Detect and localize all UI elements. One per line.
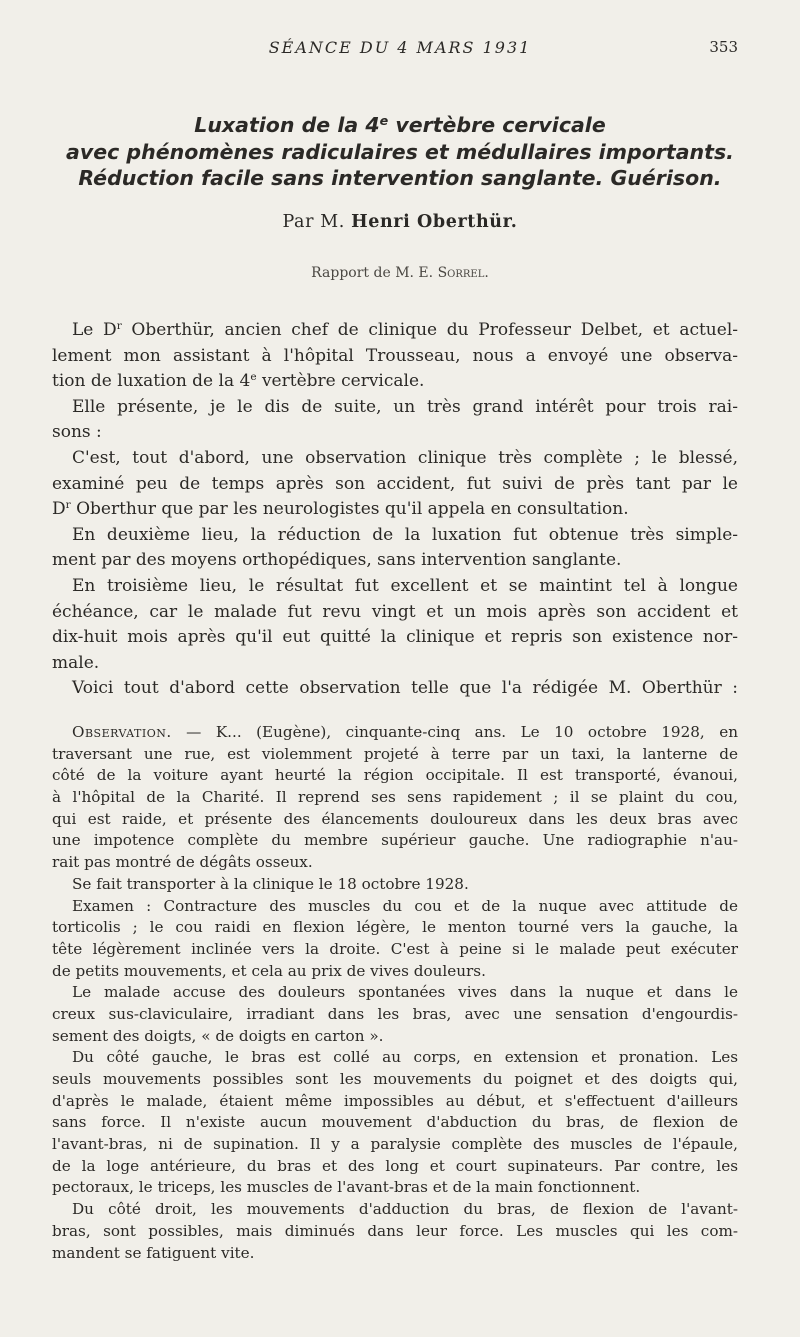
text-line: lement mon assistant à l'hôpital Trousseau, nous a envoyé une observa- (52, 345, 738, 366)
text-line: En deuxième lieu, la réduction de la luxation fut obtenue très simple- (72, 524, 738, 545)
text-line: $D^r$ Oberthur que par les neurologistes qu'il appela en consultation. (52, 499, 629, 520)
text-line: de petits mouvements, et cela au prix de vives douleurs. (52, 961, 486, 980)
text-line: Se fait transporter à la clinique le 18 octobre 1928. (72, 874, 469, 893)
text-line: C'est, tout d'abord, une observation clinique très complète ; le blessé, (72, 447, 738, 468)
text-line: En troisième lieu, le résultat fut excellent et se maintint tel à longue (72, 575, 738, 596)
observation-first-line: Observation. — K... (Eugène), cinquante-cinq ans. Le 10 octobre 1928, en (72, 723, 738, 741)
text-line: sons : (52, 422, 102, 443)
text-line: bras, sont possibles, mais diminués dans leur force. Les muscles qui les com- (52, 1221, 738, 1240)
text-line: échéance, car le malade fut revu vingt et un mois après son accident et (52, 601, 738, 622)
text-line: pectoraux, le triceps, les muscles de l'avant-bras et de la main fonctionnent. (52, 1178, 641, 1197)
article-title-line: avec phénomènes radiculaires et médullaires importants. (66, 139, 734, 164)
text-line: Le $D^r$ Oberthür, ancien chef de clinique du Professeur Delbet, et actuel- (72, 320, 739, 340)
text-line: tion de luxation de la 4e vertèbre cervicale. (52, 371, 425, 392)
text-line: Du côté gauche, le bras est collé au corps, en extension et pronation. Les (72, 1048, 738, 1067)
text-line: l'avant-bras, ni de supination. Il y a paralysie complète des muscles de l'épaule, (52, 1135, 738, 1154)
text-line: tête légèrement inclinée vers la droite. C'est à peine si le malade peut exécuter (52, 939, 738, 958)
text-line: seuls mouvements possibles sont les mouvements du poignet et des doigts qui, (52, 1070, 738, 1088)
rapporteur-name: Sorrel. (437, 265, 489, 281)
text-line: Elle présente, je le dis de suite, un très grand intérêt pour trois rai- (72, 396, 738, 417)
article-title-line: Luxation de la 4e vertèbre cervicale (194, 113, 606, 137)
text-line: qui est raide, et présente des élancements douloureux dans les deux bras avec (52, 809, 738, 828)
running-head (0, 38, 800, 62)
text-line: côté de la voiture ayant heurté la région occipitale. Il est transporté, évanoui, (52, 766, 738, 785)
report-text (52, 318, 738, 702)
text-line: creux sus-claviculaire, irradiant dans les bras, avec une sensation d'engourdis- (52, 1004, 738, 1023)
text-line: rait pas montré de dégâts osseux. (52, 853, 313, 872)
article-title (30, 112, 770, 192)
text-line: Voici tout d'abord cette observation telle que l'a rédigée M. Oberthür : (72, 678, 738, 699)
text-line: mandent se fatiguent vite. (52, 1243, 255, 1262)
author-name: Henri Oberthür. (351, 212, 518, 232)
text-line: traversant une rue, est violemment projeté à terre par un taxi, la lanterne de (52, 744, 738, 763)
observation-label: Observation. (72, 723, 172, 741)
text-line: une impotence complète du membre supérieur gauche. Une radiographie n'au- (52, 831, 738, 850)
text-line: à l'hôpital de la Charité. Il reprend ses sens rapidement ; il se plaint du cou, (52, 788, 738, 807)
observation-text (52, 722, 738, 1264)
text-line: Le malade accuse des douleurs spontanées vives dans la nuque et dans le (72, 983, 738, 1002)
article-title-line: Réduction facile sans intervention sanglante. Guérison. (78, 166, 722, 190)
text-line: male. (52, 652, 100, 673)
text-line: examiné peu de temps après son accident, fut suivi de près tant par le (52, 473, 738, 494)
text-line: sement des doigts, « de doigts en carton ». (52, 1026, 384, 1045)
text-line: de la loge antérieure, du bras et des long et court supinateurs. Par contre, les (52, 1156, 738, 1175)
text-line: dix-huit mois après qu'il eut quitté la clinique et repris son existence nor- (52, 627, 738, 648)
rapport-line (0, 265, 800, 281)
text-line: ment par des moyens orthopédiques, sans intervention sanglante. (52, 550, 622, 571)
text-line: Du côté droit, les mouvements d'adduction du bras, de flexion de l'avant- (72, 1200, 738, 1219)
byline (0, 212, 800, 232)
text-line: d'après le malade, étaient même impossibles au début, et s'effectuent d'ailleurs (52, 1091, 738, 1110)
text-line: sans force. Il n'existe aucun mouvement d'abduction du bras, de flexion de (52, 1113, 738, 1132)
byline-prefix: Par M. (282, 212, 345, 232)
text-line: torticolis ; le cou raidi en flexion légère, le menton tourné vers la gauche, la (52, 918, 738, 937)
text-line: Examen : Contracture des muscles du cou et de la nuque avec attitude de (72, 896, 738, 915)
rapport-prefix: Rapport de M. E. (311, 265, 434, 281)
page-number: 353 (709, 38, 738, 56)
running-head-title: SÉANCE DU 4 MARS 1931 (268, 38, 532, 57)
